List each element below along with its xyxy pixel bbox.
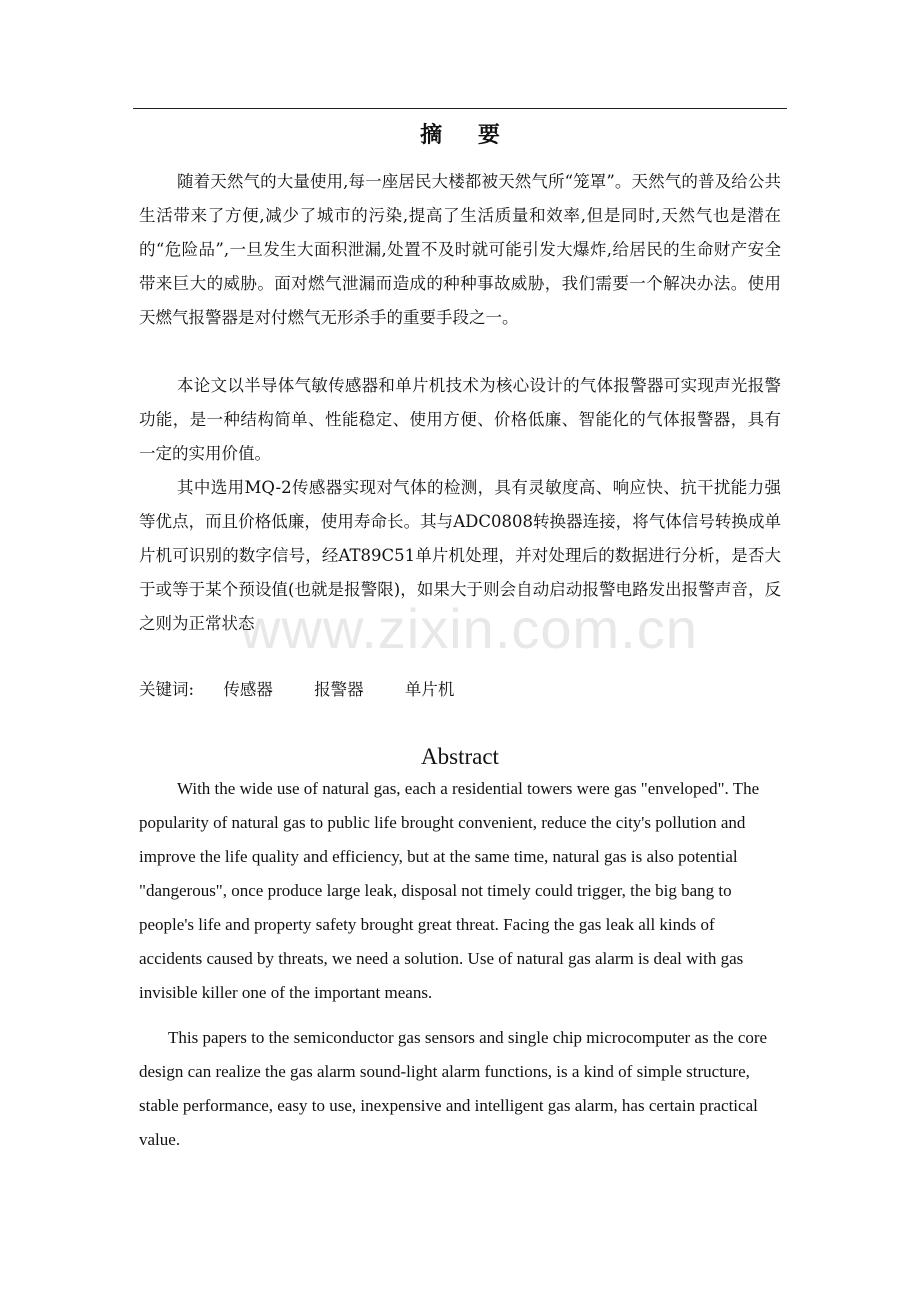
abstract-cn-paragraph-3: 其中选用MQ-2传感器实现对气体的检测，具有灵敏度高、响应快、抗干扰能力强等优点，而且价格低廉，使用寿命长。其与ADC0808转换器连接，将气体信号转换成单片机可识别的数字信号，经AT89C51单片机处理，并对处理后的数据进行分析，是否大于或等于某个预设值(也就是报警限)，如果大于则会自动启动报警电路发出报警声音，反之则为正常状态 bbox=[139, 478, 781, 633]
abstract-en-paragraph-1: With the wide use of natural gas, each a residential towers were gas "enveloped". The popularity of natural gas to public life brought convenient, reduce the city's pollution and improve the life quality and efficiency, but at the same time, natural gas is also potential "dangerous", once produce large leak, disposal not timely could trigger, the big bang to people's life and property safety brought great threat. Facing the gas leak all kinds of accidents caused by threats, we need a solution. Use of natural gas alarm is deal with gas invisible killer one of the important means. bbox=[139, 779, 760, 1002]
abstract-cn-paragraph-1: 随着天然气的大量使用,每一座居民大楼都被天然气所“笼罩”。天然气的普及给公共生活带来了方便,减少了城市的污染,提高了生活质量和效率,但是同时,天然气也是潜在的“危险品”,一旦发生大面积泄漏,处置不及时就可能引发大爆炸,给居民的生命财产安全带来巨大的威胁。面对燃气泄漏而造成的种种事故威胁，我们需要一个解决办法。使用天燃气报警器是对付燃气无形杀手的重要手段之一。 bbox=[139, 172, 781, 327]
abstract-cn-paragraph-2: 本论文以半导体气敏传感器和单片机技术为核心设计的气体报警器可实现声光报警功能，是一种结构简单、性能稳定、使用方便、价格低廉、智能化的气体报警器，具有一定的实用价值。 bbox=[139, 376, 781, 463]
keyword-item: 单片机 bbox=[404, 680, 455, 699]
abstract-en-paragraph-2: This papers to the semiconductor gas sensors and single chip microcomputer as the core design can realize the gas alarm sound-light alarm functions, is a kind of simple structure, stable performance, easy to use, inexpensive and intelligent gas alarm, has certain practical value. bbox=[139, 1028, 768, 1149]
keywords-label: 关键词: bbox=[139, 680, 195, 699]
abstract-en-title: Abstract bbox=[421, 744, 499, 769]
keywords-line bbox=[139, 675, 490, 705]
abstract-cn-title: 摘 要 bbox=[420, 122, 514, 148]
keyword-item: 报警器 bbox=[314, 680, 364, 699]
header-rule bbox=[133, 108, 787, 109]
watermark: www.zixin.com.cn bbox=[240, 597, 698, 660]
keyword-item: 传感器 bbox=[223, 680, 273, 699]
